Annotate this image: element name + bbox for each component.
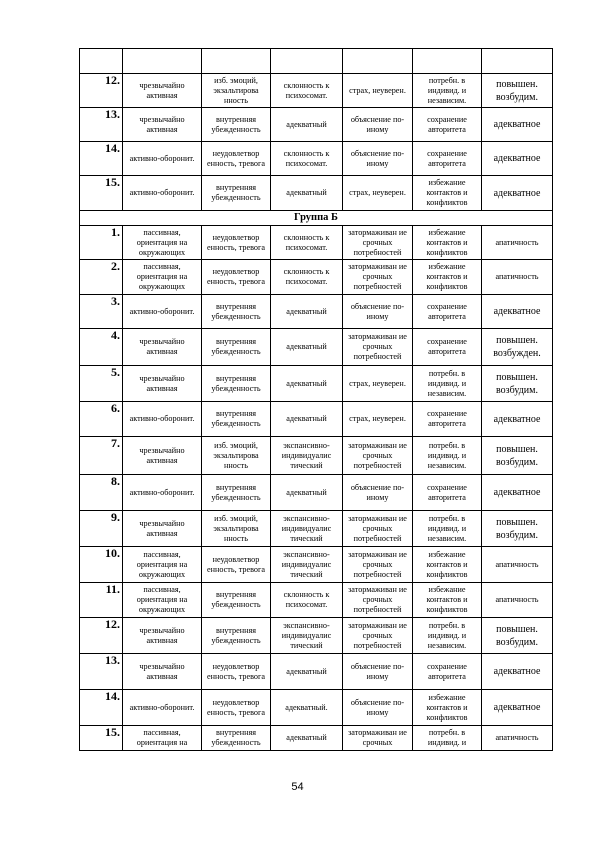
table-cell: чрезвычайно активная [123, 511, 202, 547]
table-cell: апатичность [482, 226, 553, 260]
table-cell: затормаживан ие срочных потребностей [343, 547, 413, 583]
table-cell: склонность к психосомат. [271, 583, 343, 618]
page-number: 54 [291, 781, 304, 793]
table-cell: чрезвычайно активная [123, 654, 202, 690]
table-cell: адекватный [271, 402, 343, 437]
table-cell: адекватное [482, 475, 553, 511]
row-number: 14. [80, 690, 123, 726]
table-row [80, 690, 553, 726]
table-cell: изб. эмоций, экзальтирова нность [202, 74, 271, 108]
table-cell: пассивная, ориентация на окружающих [123, 260, 202, 295]
table-cell: адекватное [482, 690, 553, 726]
table-cell: затормаживан ие срочных потребностей [343, 260, 413, 295]
table-cell: объяснение по-иному [343, 295, 413, 329]
row-number: 13. [80, 654, 123, 690]
table-row [80, 475, 553, 511]
row-number: 8. [80, 475, 123, 511]
table-cell: сохранение авторитета [413, 295, 482, 329]
table-cell: активно-оборонит. [123, 475, 202, 511]
table-cell: склонность к психосомат. [271, 74, 343, 108]
table-cell: внутренняя убежденность [202, 726, 271, 751]
table-cell: изб. эмоций, экзальтирова нность [202, 437, 271, 475]
table-cell: активно-оборонит. [123, 176, 202, 211]
table-cell: сохранение авторитета [413, 475, 482, 511]
table-cell: избежание контактов и конфликтов [413, 226, 482, 260]
table-cell: апатичность [482, 547, 553, 583]
row-number: 12. [80, 74, 123, 108]
table-row [80, 726, 553, 751]
table-cell: чрезвычайно активная [123, 74, 202, 108]
table-cell: сохранение авторитета [413, 142, 482, 176]
table-row [80, 402, 553, 437]
table-cell: склонность к психосомат. [271, 260, 343, 295]
row-number: 4. [80, 329, 123, 366]
table-row [80, 142, 553, 176]
row-number: 11. [80, 583, 123, 618]
table-cell: неудовлетвор енность, тревога [202, 226, 271, 260]
table-cell: сохранение авторитета [413, 654, 482, 690]
table-cell: избежание контактов и конфликтов [413, 176, 482, 211]
table-cell: экспансивно-индивидуалис тический [271, 618, 343, 654]
table-cell: страх, неуверен. [343, 402, 413, 437]
table-cell: затормаживан ие срочных потребностей [343, 583, 413, 618]
table-cell: активно-оборонит. [123, 402, 202, 437]
table-row [80, 260, 553, 295]
table-cell: потребн. в индивид. и [413, 726, 482, 751]
table-cell: активно-оборонит. [123, 690, 202, 726]
table-cell: страх, неуверен. [343, 74, 413, 108]
group-b-header [80, 211, 553, 226]
table-cell: повышен. возбужден. [482, 329, 553, 366]
table-cell: затормаживан ие срочных потребностей [343, 437, 413, 475]
table-cell: пассивная, ориентация на окружающих [123, 547, 202, 583]
table-cell: затормаживан ие срочных [343, 726, 413, 751]
table-cell: апатичность [482, 583, 553, 618]
table-cell: адекватное [482, 654, 553, 690]
table-cell: неудовлетвор енность, тревога [202, 142, 271, 176]
table-cell: внутренняя убежденность [202, 402, 271, 437]
table-cell: адекватный [271, 475, 343, 511]
results-table [79, 48, 553, 751]
table-cell: адекватный [271, 108, 343, 142]
table-cell: внутренняя убежденность [202, 618, 271, 654]
table-cell: апатичность [482, 726, 553, 751]
table-cell: пассивная, ориентация на окружающих [123, 583, 202, 618]
table-cell: затормаживан ие срочных потребностей [343, 329, 413, 366]
table-cell: страх, неуверен. [343, 366, 413, 402]
table-cell: экспансивно-индивидуалис тический [271, 511, 343, 547]
table-cell: избежание контактов и конфликтов [413, 260, 482, 295]
table-cell: сохранение авторитета [413, 402, 482, 437]
header-row [80, 49, 553, 74]
row-number: 5. [80, 366, 123, 402]
table-cell: потребн. в индивид. и независим. [413, 437, 482, 475]
table-cell: повышен. возбудим. [482, 366, 553, 402]
table-cell: адекватное [482, 295, 553, 329]
table-cell: потребн. в индивид. и независим. [413, 74, 482, 108]
table-cell: затормаживан ие срочных потребностей [343, 511, 413, 547]
table-cell: потребн. в индивид. и независим. [413, 618, 482, 654]
table-cell: объяснение по-иному [343, 108, 413, 142]
table-cell: неудовлетвор енность, тревога [202, 260, 271, 295]
table-cell: адекватный [271, 726, 343, 751]
table-row [80, 654, 553, 690]
table-row [80, 366, 553, 402]
table-cell: склонность к психосомат. [271, 142, 343, 176]
table-cell: сохранение авторитета [413, 108, 482, 142]
row-number: 13. [80, 108, 123, 142]
row-number: 12. [80, 618, 123, 654]
table-cell: адекватное [482, 176, 553, 211]
table-cell: чрезвычайно активная [123, 618, 202, 654]
table-row [80, 547, 553, 583]
table-cell: объяснение по-иному [343, 690, 413, 726]
table-cell: адекватное [482, 402, 553, 437]
table-row [80, 226, 553, 260]
table-cell: повышен. возбудим. [482, 74, 553, 108]
table-cell: неудовлетвор енность, тревога [202, 654, 271, 690]
table-cell: адекватное [482, 142, 553, 176]
table-row [80, 176, 553, 211]
table-cell: чрезвычайно активная [123, 437, 202, 475]
table-cell: внутренняя убежденность [202, 108, 271, 142]
table-cell: активно-оборонит. [123, 295, 202, 329]
table-cell: объяснение по-иному [343, 475, 413, 511]
table-row [80, 583, 553, 618]
table-row [80, 618, 553, 654]
table-cell: активно-оборонит. [123, 142, 202, 176]
table-cell: апатичность [482, 260, 553, 295]
table-cell: склонность к психосомат. [271, 226, 343, 260]
table-cell: экспансивно-индивидуалис тический [271, 547, 343, 583]
table-cell: экспансивно-индивидуалис тический [271, 437, 343, 475]
table-row [80, 108, 553, 142]
row-number: 10. [80, 547, 123, 583]
table-cell: страх, неуверен. [343, 176, 413, 211]
row-number: 15. [80, 726, 123, 751]
table-row [80, 437, 553, 475]
table-cell: чрезвычайно активная [123, 108, 202, 142]
group-b-rows [80, 226, 553, 751]
table-cell: чрезвычайно активная [123, 329, 202, 366]
table-cell: пассивная, ориентация на [123, 726, 202, 751]
table-cell: чрезвычайно активная [123, 366, 202, 402]
table-cell: затормаживан ие срочных потребностей [343, 618, 413, 654]
table-cell: избежание контактов и конфликтов [413, 547, 482, 583]
table-cell: внутренняя убежденность [202, 176, 271, 211]
table-cell: адекватный [271, 295, 343, 329]
table-cell: адекватный. [271, 690, 343, 726]
row-number: 15. [80, 176, 123, 211]
table-cell: объяснение по-иному [343, 654, 413, 690]
table-cell: внутренняя убежденность [202, 329, 271, 366]
table-cell: внутренняя убежденность [202, 475, 271, 511]
table-cell: избежание контактов и конфликтов [413, 690, 482, 726]
table-cell: затормаживан ие срочных потребностей [343, 226, 413, 260]
table-cell: внутренняя убежденность [202, 295, 271, 329]
table-cell: сохранение авторитета [413, 329, 482, 366]
table-cell: потребн. в индивид. и независим. [413, 366, 482, 402]
table-cell: изб. эмоций, экзальтирова нность [202, 511, 271, 547]
row-number: 14. [80, 142, 123, 176]
table-cell: повышен. возбудим. [482, 618, 553, 654]
row-number: 6. [80, 402, 123, 437]
table-row [80, 74, 553, 108]
group-b-label: Группа Б [80, 211, 553, 226]
table-cell: адекватный [271, 654, 343, 690]
table-cell: неудовлетвор енность, тревога [202, 547, 271, 583]
table-row [80, 295, 553, 329]
group-b-row [80, 211, 553, 226]
table-cell: адекватный [271, 366, 343, 402]
table-cell: пассивная, ориентация на окружающих [123, 226, 202, 260]
table-cell: адекватный [271, 329, 343, 366]
row-number: 1. [80, 226, 123, 260]
table-cell: повышен. возбудим. [482, 437, 553, 475]
table-row [80, 511, 553, 547]
table-row [80, 329, 553, 366]
table-cell: объяснение по-иному [343, 142, 413, 176]
row-number: 3. [80, 295, 123, 329]
table-cell: адекватное [482, 108, 553, 142]
table-cell: потребн. в индивид. и независим. [413, 511, 482, 547]
table-cell: адекватный [271, 176, 343, 211]
table-cell: неудовлетвор енность, тревога [202, 690, 271, 726]
table-cell: внутренняя убежденность [202, 583, 271, 618]
group-a-rows [80, 49, 553, 211]
row-number: 2. [80, 260, 123, 295]
table-cell: повышен. возбудим. [482, 511, 553, 547]
table-cell: избежание контактов и конфликтов [413, 583, 482, 618]
row-number: 9. [80, 511, 123, 547]
table-cell: внутренняя убежденность [202, 366, 271, 402]
row-number: 7. [80, 437, 123, 475]
